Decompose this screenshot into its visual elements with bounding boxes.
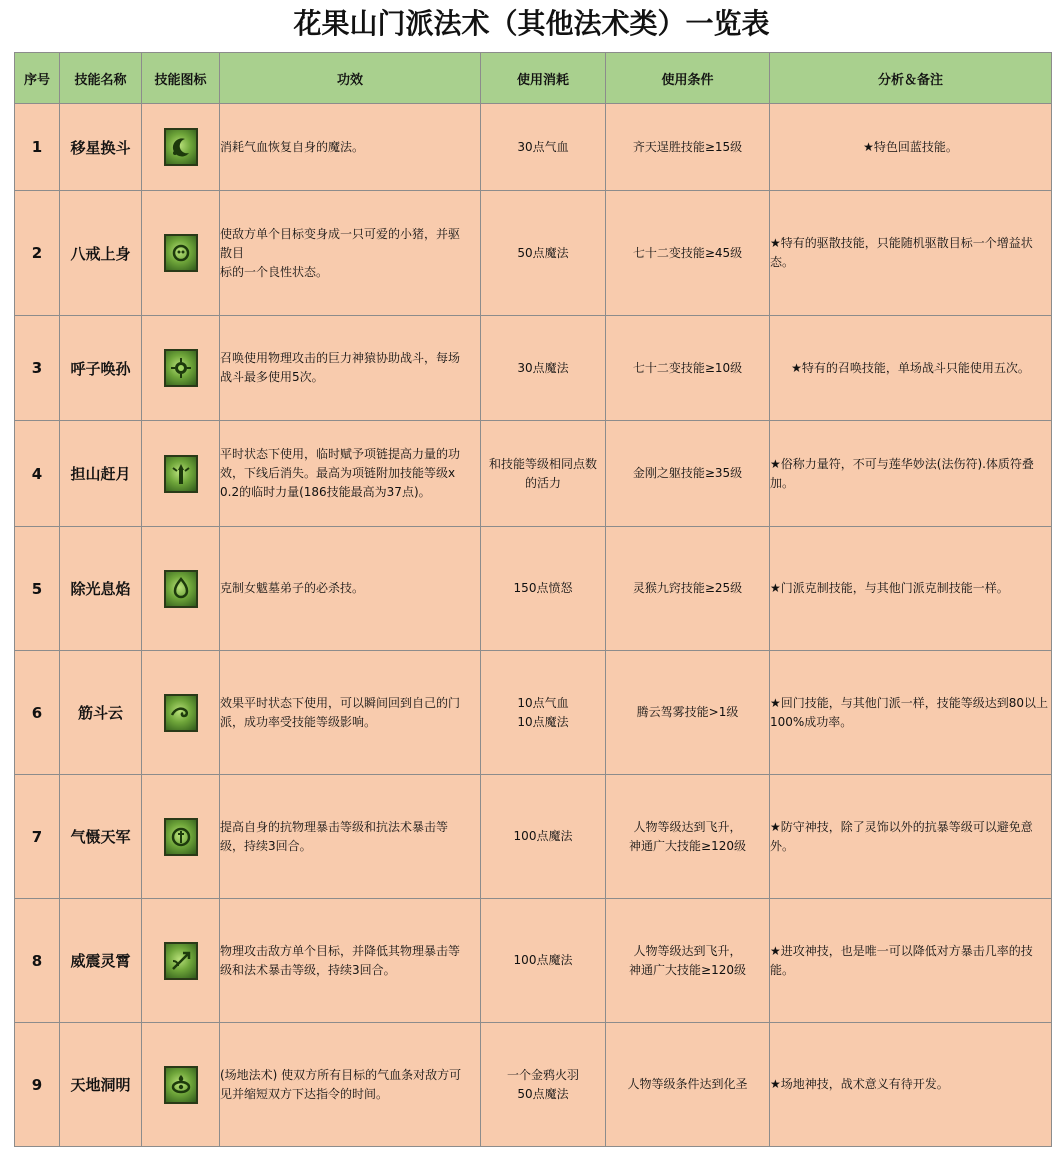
skill-condition: 人物等级达到飞升， 神通广大技能≥120级 xyxy=(606,775,770,899)
skill-condition: 灵猴九窍技能≥25级 xyxy=(606,527,770,651)
skill-cost: 一个金鸦火羽 50点魔法 xyxy=(481,1023,606,1147)
mountain-skill-icon xyxy=(164,455,198,493)
skill-name: 担山赶月 xyxy=(60,421,142,527)
table-row xyxy=(15,899,1052,1023)
table-row xyxy=(15,651,1052,775)
skill-condition: 金刚之躯技能≥35级 xyxy=(606,421,770,527)
skill-effect: 召唤使用物理攻击的巨力神猿协助战斗，每场 战斗最多使用5次。 xyxy=(220,316,481,421)
skill-name: 移星换斗 xyxy=(60,104,142,191)
skill-condition: 人物等级达到飞升， 神通广大技能≥120级 xyxy=(606,899,770,1023)
table-row xyxy=(15,775,1052,899)
skill-note: ★场地神技，战术意义有待开发。 xyxy=(770,1023,1052,1147)
skill-cost: 150点愤怒 xyxy=(481,527,606,651)
table-row xyxy=(15,104,1052,191)
row-num: 6 xyxy=(15,651,60,775)
skill-cost: 30点气血 xyxy=(481,104,606,191)
skill-cost: 100点魔法 xyxy=(481,775,606,899)
skill-icon-cell xyxy=(142,191,220,316)
skill-name: 筋斗云 xyxy=(60,651,142,775)
table-row xyxy=(15,1023,1052,1147)
skill-effect: 消耗气血恢复自身的魔法。 xyxy=(220,104,481,191)
eye-fire-skill-icon xyxy=(164,1066,198,1104)
guard-skill-icon xyxy=(164,818,198,856)
header-icon: 技能图标 xyxy=(142,53,220,104)
table-row xyxy=(15,421,1052,527)
skill-effect: 提高自身的抗物理暴击等级和抗法术暴击等 级，持续3回合。 xyxy=(220,775,481,899)
header-effect: 功效 xyxy=(220,53,481,104)
page-title: 花果山门派法术（其他法术类）一览表 xyxy=(293,7,770,40)
skill-condition: 七十二变技能≥45级 xyxy=(606,191,770,316)
header-note: 分析＆备注 xyxy=(770,53,1052,104)
skill-cost: 50点魔法 xyxy=(481,191,606,316)
skill-cost: 30点魔法 xyxy=(481,316,606,421)
skill-note: ★俗称力量符，不可与莲华妙法(法伤符).体质符叠加。 xyxy=(770,421,1052,527)
skill-effect: 平时状态下使用，临时赋予项链提高力量的功 效，下线后消失。最高为项链附加技能等级x 0.2的临时力量(186技能最高为37点)。 xyxy=(220,421,481,527)
header-cost: 使用消耗 xyxy=(481,53,606,104)
skill-note: ★防守神技，除了灵饰以外的抗暴等级可以避免意外。 xyxy=(770,775,1052,899)
skill-name: 除光息焰 xyxy=(60,527,142,651)
skill-icon-cell xyxy=(142,899,220,1023)
skill-name: 呼子唤孙 xyxy=(60,316,142,421)
skill-cost: 100点魔法 xyxy=(481,899,606,1023)
pig-skill-icon xyxy=(164,234,198,272)
skill-icon-cell xyxy=(142,651,220,775)
skill-condition: 七十二变技能≥10级 xyxy=(606,316,770,421)
header-num: 序号 xyxy=(15,53,60,104)
table-row xyxy=(15,527,1052,651)
row-num: 7 xyxy=(15,775,60,899)
skill-icon-cell xyxy=(142,316,220,421)
skill-condition: 人物等级条件达到化圣 xyxy=(606,1023,770,1147)
skill-condition: 齐天逞胜技能≥15级 xyxy=(606,104,770,191)
row-num: 1 xyxy=(15,104,60,191)
table-row xyxy=(15,191,1052,316)
row-num: 5 xyxy=(15,527,60,651)
skill-name: 威震灵霄 xyxy=(60,899,142,1023)
skill-cost: 10点气血 10点魔法 xyxy=(481,651,606,775)
skill-name: 天地洞明 xyxy=(60,1023,142,1147)
row-num: 8 xyxy=(15,899,60,1023)
attack-skill-icon xyxy=(164,942,198,980)
skill-note: ★特有的驱散技能，只能随机驱散目标一个增益状态。 xyxy=(770,191,1052,316)
skill-name: 气慑天军 xyxy=(60,775,142,899)
skill-note: ★特有的召唤技能，单场战斗只能使用五次。 xyxy=(770,316,1052,421)
row-num: 3 xyxy=(15,316,60,421)
row-num: 2 xyxy=(15,191,60,316)
skill-effect: 效果平时状态下使用，可以瞬间回到自己的门 派，成功率受技能等级影响。 xyxy=(220,651,481,775)
skill-icon-cell xyxy=(142,421,220,527)
skill-note: ★进攻神技，也是唯一可以降低对方暴击几率的技能。 xyxy=(770,899,1052,1023)
row-num: 4 xyxy=(15,421,60,527)
skills-table xyxy=(14,52,1052,1147)
skill-note: ★门派克制技能，与其他门派克制技能一样。 xyxy=(770,527,1052,651)
flame-skill-icon xyxy=(164,570,198,608)
skill-cost: 和技能等级相同点数 的活力 xyxy=(481,421,606,527)
monkey-skill-icon xyxy=(164,349,198,387)
skill-note: ★回门技能，与其他门派一样，技能等级达到80以上100%成功率。 xyxy=(770,651,1052,775)
header-name: 技能名称 xyxy=(60,53,142,104)
row-num: 9 xyxy=(15,1023,60,1147)
skill-icon-cell xyxy=(142,1023,220,1147)
skill-effect: (场地法术) 使双方所有目标的气血条对敌方可 见并缩短双方下达指令的时间。 xyxy=(220,1023,481,1147)
skill-note: ★特色回蓝技能。 xyxy=(770,104,1052,191)
skill-name: 八戒上身 xyxy=(60,191,142,316)
skill-icon-cell xyxy=(142,104,220,191)
skill-effect: 物理攻击敌方单个目标，并降低其物理暴击等 级和法术暴击等级，持续3回合。 xyxy=(220,899,481,1023)
skill-icon-cell xyxy=(142,775,220,899)
skill-icon-cell xyxy=(142,527,220,651)
cloud-skill-icon xyxy=(164,694,198,732)
moon-star-skill-icon xyxy=(164,128,198,166)
skill-effect: 使敌方单个目标变身成一只可爱的小猪，并驱 散目 标的一个良性状态。 xyxy=(220,191,481,316)
header-cond: 使用条件 xyxy=(606,53,770,104)
skill-condition: 腾云驾雾技能>1级 xyxy=(606,651,770,775)
table-header-row xyxy=(15,53,1052,104)
table-row xyxy=(15,316,1052,421)
skill-effect: 克制女魃墓弟子的必杀技。 xyxy=(220,527,481,651)
